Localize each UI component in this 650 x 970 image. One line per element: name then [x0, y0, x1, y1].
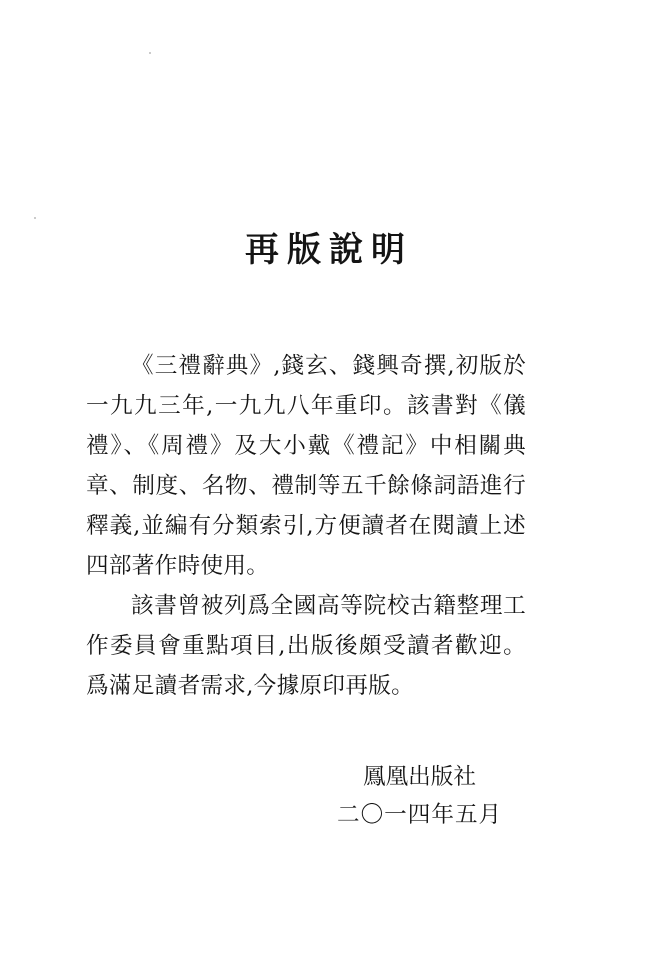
publisher-name: 鳳凰出版社 — [363, 764, 476, 790]
publication-date: 二〇一四年五月 — [337, 802, 503, 828]
scan-speck — [149, 52, 151, 54]
scan-speck — [34, 217, 36, 219]
paragraph-2: 該書曾被列爲全國高等院校古籍整理工作委員會重點項目,出版後頗受讀者歡迎。爲滿足讀者需求,今據原印再版。 — [86, 593, 526, 699]
page-title: 再版說明 — [245, 230, 413, 270]
body-text — [86, 346, 526, 706]
paragraph-1: 《三禮辭典》,錢玄、錢興奇撰,初版於一九九三年,一九九八年重印。該書對《儀禮》、《周禮》及大小戴《禮記》中相關典章、制度、名物、禮制等五千餘條詞語進行釋義,並編有分類索引,方便讀者在閱讀上述四部著作時使用。 — [86, 353, 526, 579]
